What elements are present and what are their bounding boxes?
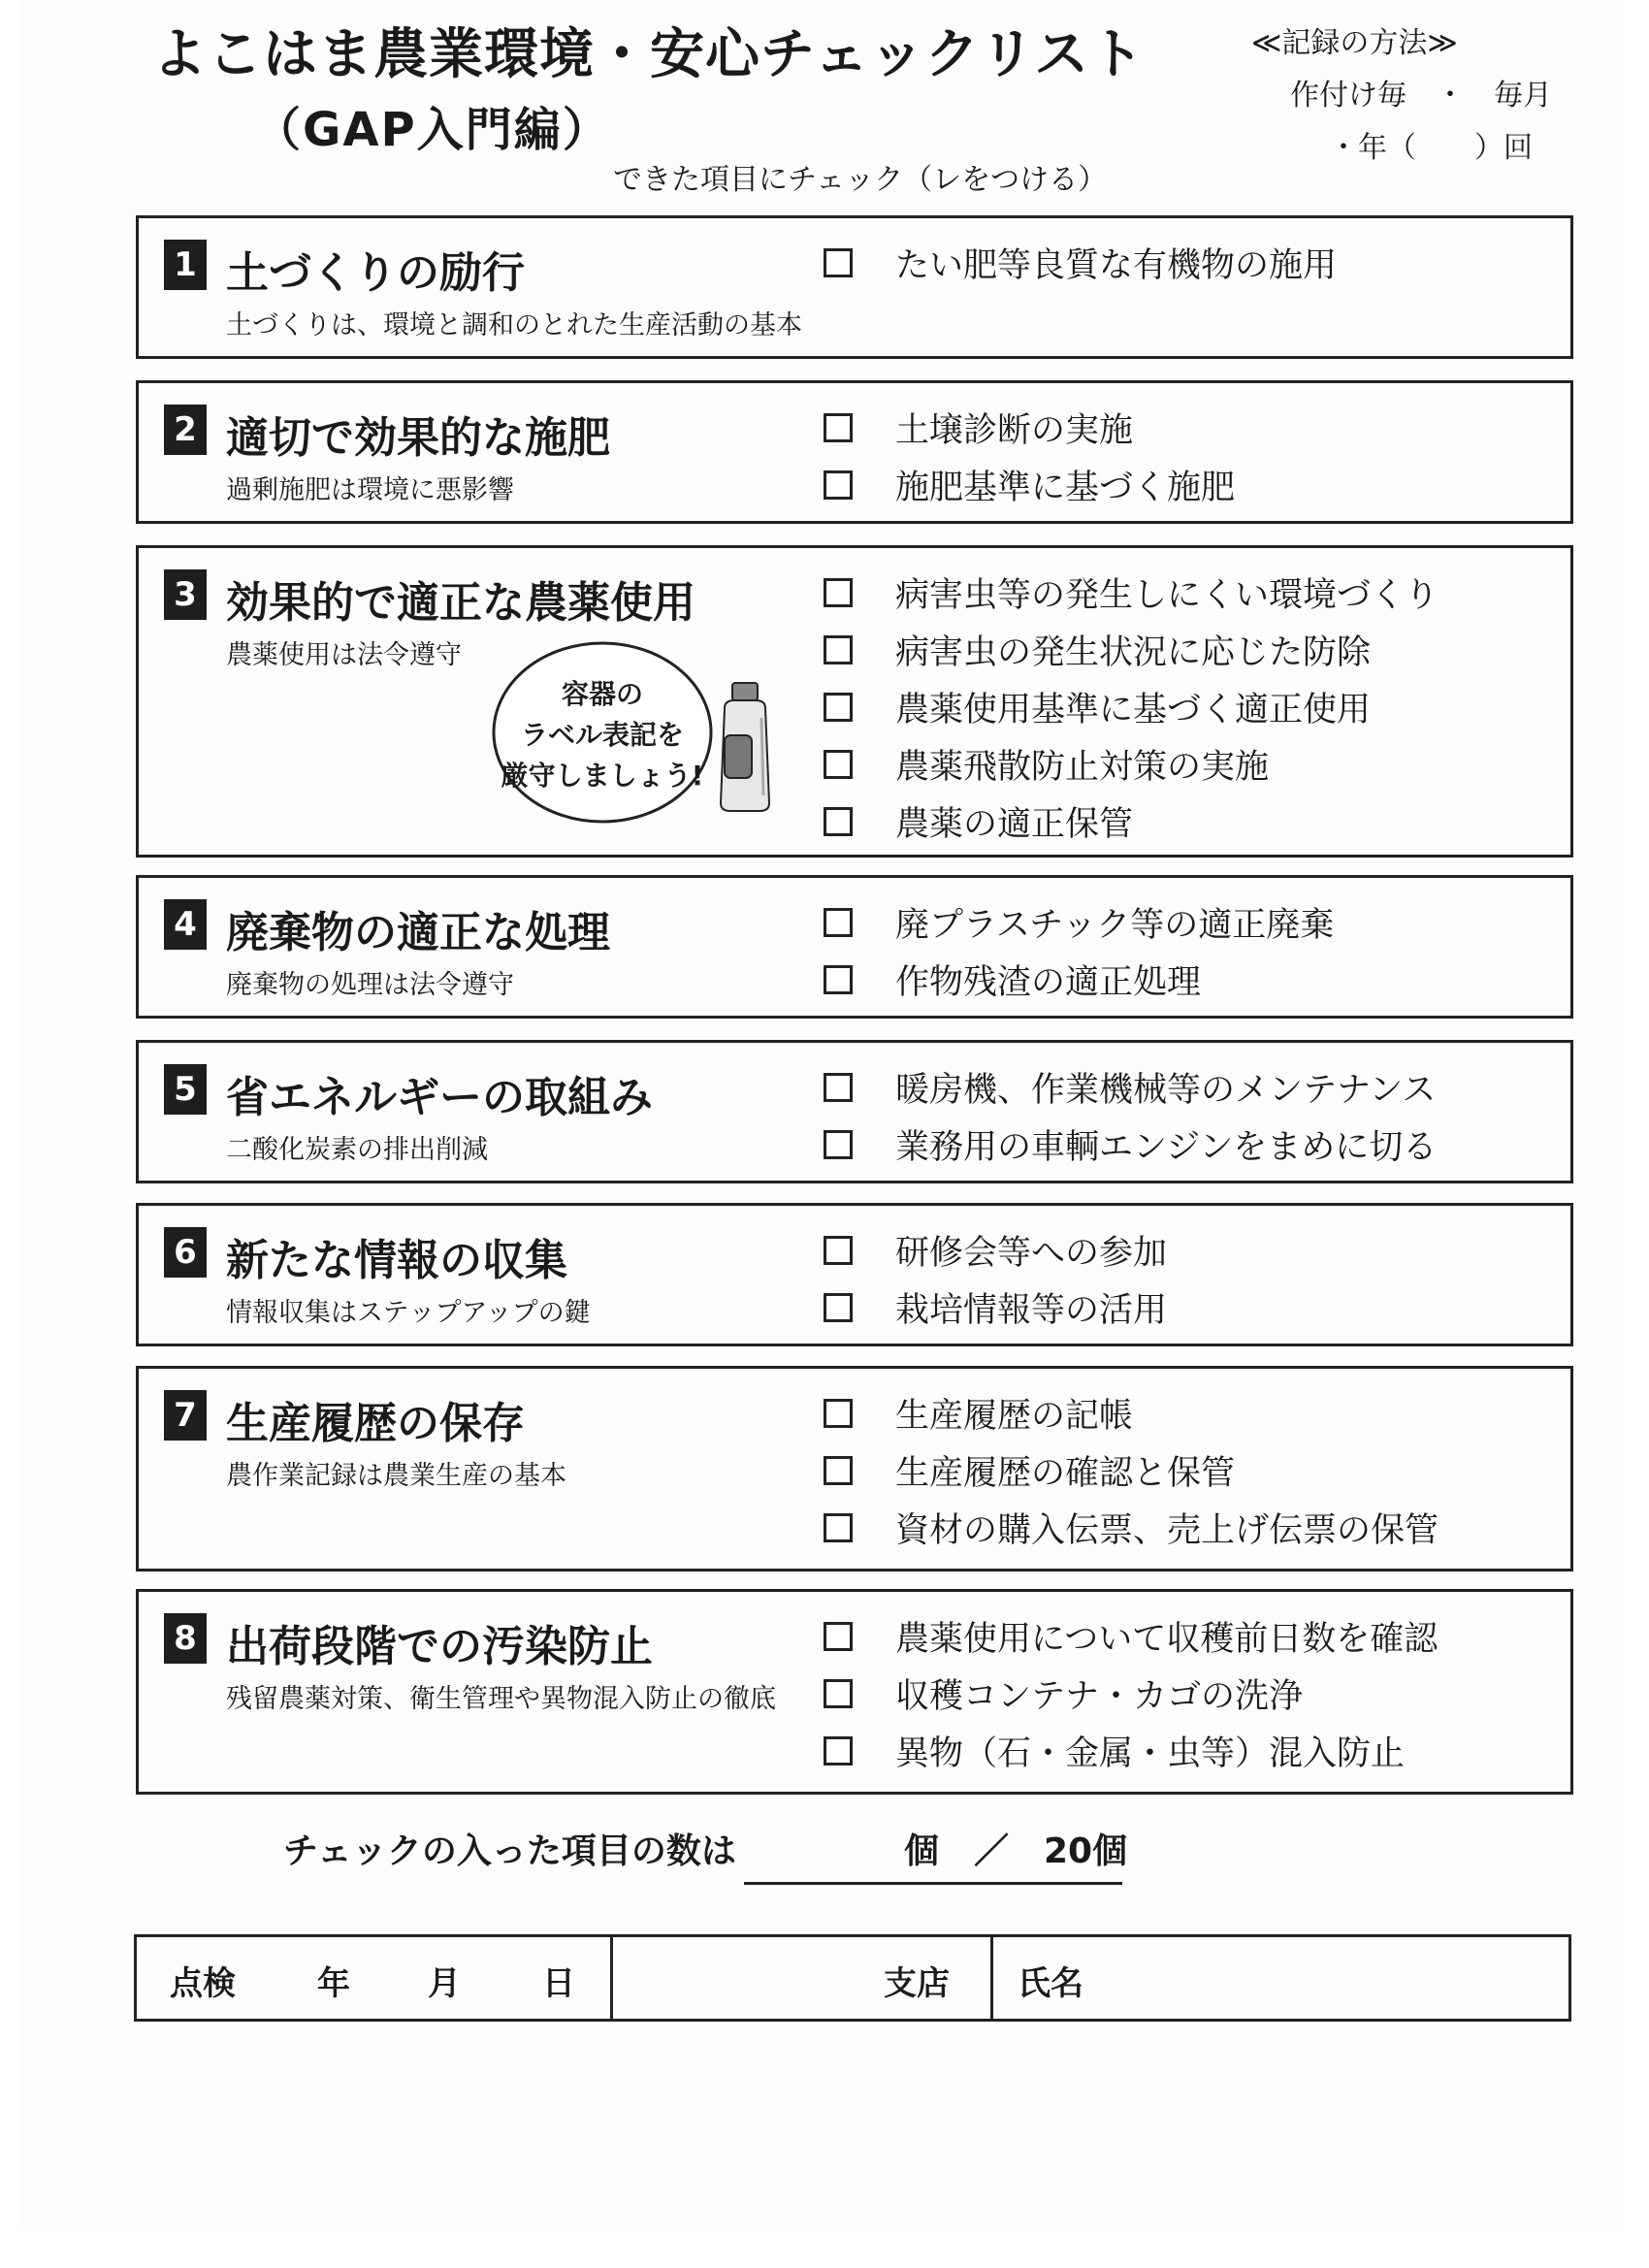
section-7	[136, 1366, 1573, 1571]
checkbox[interactable]	[824, 1622, 853, 1651]
checklist-item-label: 資材の購入伝票、売上げ伝票の保管	[895, 1510, 1439, 1550]
checklist-item-label: 栽培情報等の活用	[895, 1290, 1168, 1330]
checkbox[interactable]	[824, 1736, 853, 1766]
checkbox[interactable]	[824, 693, 853, 722]
section-number: 4	[164, 899, 207, 950]
checklist-item	[824, 621, 1439, 678]
checklist-item	[824, 1499, 1439, 1556]
checkbox[interactable]	[824, 1293, 853, 1322]
checklist-page	[21, 0, 1622, 2231]
instruction-text: できた項目にチェック（レをつける）	[613, 163, 1108, 197]
name-label: 氏名	[1018, 1964, 1083, 2003]
label-reminder-line: ラベル表記を	[520, 719, 684, 751]
section-title: 効果的で適正な農薬使用	[226, 578, 695, 628]
checkbox[interactable]	[824, 908, 853, 937]
inspection-date-cell[interactable]	[137, 1937, 613, 2019]
checklist-item	[824, 456, 1235, 513]
checklist-item-label: 生産履歴の記帳	[895, 1396, 1134, 1436]
section-4	[136, 875, 1573, 1019]
section-title: 生産履歴の保存	[226, 1399, 525, 1448]
section-subtitle: 情報収集はステップアップの鍵	[226, 1298, 591, 1328]
checklist-item	[824, 1722, 1438, 1779]
checkbox[interactable]	[824, 1130, 853, 1159]
checklist-item-label: 農薬使用基準に基づく適正使用	[895, 690, 1372, 729]
checklist-item	[824, 1058, 1437, 1116]
checklist-item	[824, 234, 1337, 291]
checkbox[interactable]	[824, 635, 853, 664]
checklist-item	[824, 1442, 1439, 1499]
record-method-options: 作付け毎 ・ 毎月	[1290, 79, 1552, 113]
record-method-heading: ≪記録の方法≫	[1251, 26, 1458, 60]
inspection-footer	[134, 1934, 1571, 2022]
checklist-item-label: たい肥等良質な有機物の施用	[895, 245, 1338, 285]
checklist-item	[824, 678, 1439, 735]
checkbox[interactable]	[824, 1236, 853, 1265]
checkbox[interactable]	[824, 807, 853, 836]
checklist-item	[824, 1221, 1167, 1279]
section-8	[136, 1589, 1573, 1795]
checklist-item-label: 異物（石・金属・虫等）混入防止	[895, 1733, 1406, 1773]
section-title: 省エネルギーの取組み	[226, 1073, 653, 1122]
year-label: 年	[317, 1964, 350, 2003]
section-5	[136, 1040, 1573, 1183]
inspection-label: 点検	[170, 1964, 236, 2003]
checkbox[interactable]	[824, 965, 853, 994]
checklist-item	[824, 1384, 1439, 1442]
count-input-line[interactable]	[744, 1882, 1122, 1885]
checklist-item-label: 農薬の適正保管	[895, 804, 1134, 844]
checkbox[interactable]	[824, 413, 853, 442]
section-subtitle: 農薬使用は法令遵守	[226, 640, 462, 670]
section-number: 3	[164, 569, 207, 620]
record-method	[1251, 17, 1552, 175]
checkbox[interactable]	[824, 248, 853, 277]
checklist-item-label: 病害虫の発生状況に応じた防除	[895, 632, 1372, 672]
checklist-item-label: 暖房機、作業機械等のメンテナンス	[895, 1070, 1437, 1110]
checklist-item-label: 施肥基準に基づく施肥	[895, 468, 1236, 507]
page-subtitle: （GAP入門編）	[254, 103, 611, 157]
checklist-item	[824, 564, 1439, 621]
section-1	[136, 215, 1573, 359]
section-number: 6	[164, 1227, 207, 1278]
section-subtitle: 農作業記録は農業生産の基本	[226, 1461, 566, 1491]
month-label: 月	[428, 1964, 461, 2003]
day-label: 日	[542, 1964, 575, 2003]
count-label: チェックの入った項目の数は	[283, 1831, 736, 1871]
section-number: 7	[164, 1390, 207, 1441]
section-title: 廃棄物の適正な処理	[226, 908, 610, 957]
checklist-item	[824, 1665, 1438, 1722]
section-2	[136, 380, 1573, 524]
section-6	[136, 1203, 1573, 1346]
checklist-item-label: 作物残渣の適正処理	[895, 962, 1202, 1002]
section-title: 出荷段階での汚染防止	[226, 1622, 653, 1671]
checklist-item	[824, 951, 1334, 1008]
checkbox[interactable]	[824, 470, 853, 500]
checklist-item-label: 農薬飛散防止対策の実施	[895, 747, 1270, 787]
section-subtitle: 土づくりは、環境と調和のとれた生産活動の基本	[226, 310, 802, 340]
checkbox[interactable]	[824, 1456, 853, 1485]
checkbox[interactable]	[824, 750, 853, 779]
checklist-item-label: 業務用の車輌エンジンをまめに切る	[895, 1127, 1438, 1167]
count-total: 個 ／ 20個	[904, 1831, 1128, 1871]
section-number: 2	[164, 405, 207, 455]
section-title: 適切で効果的な施肥	[226, 413, 610, 463]
section-number: 1	[164, 240, 207, 290]
checklist-item-label: 収穫コンテナ・カゴの洗浄	[895, 1676, 1304, 1716]
checklist-item-label: 研修会等への参加	[895, 1233, 1168, 1273]
branch-label: 支店	[884, 1964, 950, 2003]
checklist-item-label: 廃プラスチック等の適正廃棄	[895, 905, 1335, 945]
section-title: 土づくりの励行	[226, 248, 525, 298]
section-number: 5	[164, 1064, 207, 1115]
section-subtitle: 残留農薬対策、衛生管理や異物混入防止の徹底	[226, 1684, 776, 1714]
checkbox[interactable]	[824, 1513, 853, 1542]
checklist-item	[824, 793, 1439, 850]
checklist-item	[824, 735, 1439, 793]
checklist-item	[824, 1116, 1437, 1173]
section-number: 8	[164, 1613, 207, 1664]
checklist-item	[824, 893, 1334, 951]
record-method-yearly: ・年（ ）回	[1329, 131, 1533, 165]
checklist-item-label: 土壌診断の実施	[895, 410, 1134, 450]
label-reminder-line: 厳守しましょう!	[501, 760, 704, 792]
checkbox[interactable]	[824, 1073, 853, 1102]
section-subtitle: 過剰施肥は環境に悪影響	[226, 475, 514, 505]
section-subtitle: 二酸化炭素の排出削減	[226, 1135, 488, 1165]
branch-cell[interactable]	[610, 1937, 993, 2019]
checklist-item	[824, 1279, 1167, 1336]
checklist-item	[824, 1607, 1438, 1665]
page-title: よこはま農業環境・安心チェックリスト	[152, 23, 1146, 86]
checklist-item-label: 農薬使用について収穫前日数を確認	[895, 1619, 1439, 1659]
checkbox[interactable]	[824, 1399, 853, 1428]
pesticide-bottle-icon	[711, 679, 779, 815]
checklist-item-label: 生産履歴の確認と保管	[895, 1453, 1236, 1493]
checkbox[interactable]	[824, 1679, 853, 1708]
label-reminder-line: 容器の	[561, 678, 643, 710]
checklist-item-label: 病害虫等の発生しにくい環境づくり	[895, 575, 1439, 615]
section-3	[136, 545, 1573, 858]
checkbox[interactable]	[824, 578, 853, 607]
section-subtitle: 廃棄物の処理は法令遵守	[226, 970, 514, 1000]
section-title: 新たな情報の収集	[226, 1236, 567, 1285]
checklist-item	[824, 399, 1235, 456]
label-reminder	[490, 674, 715, 796]
